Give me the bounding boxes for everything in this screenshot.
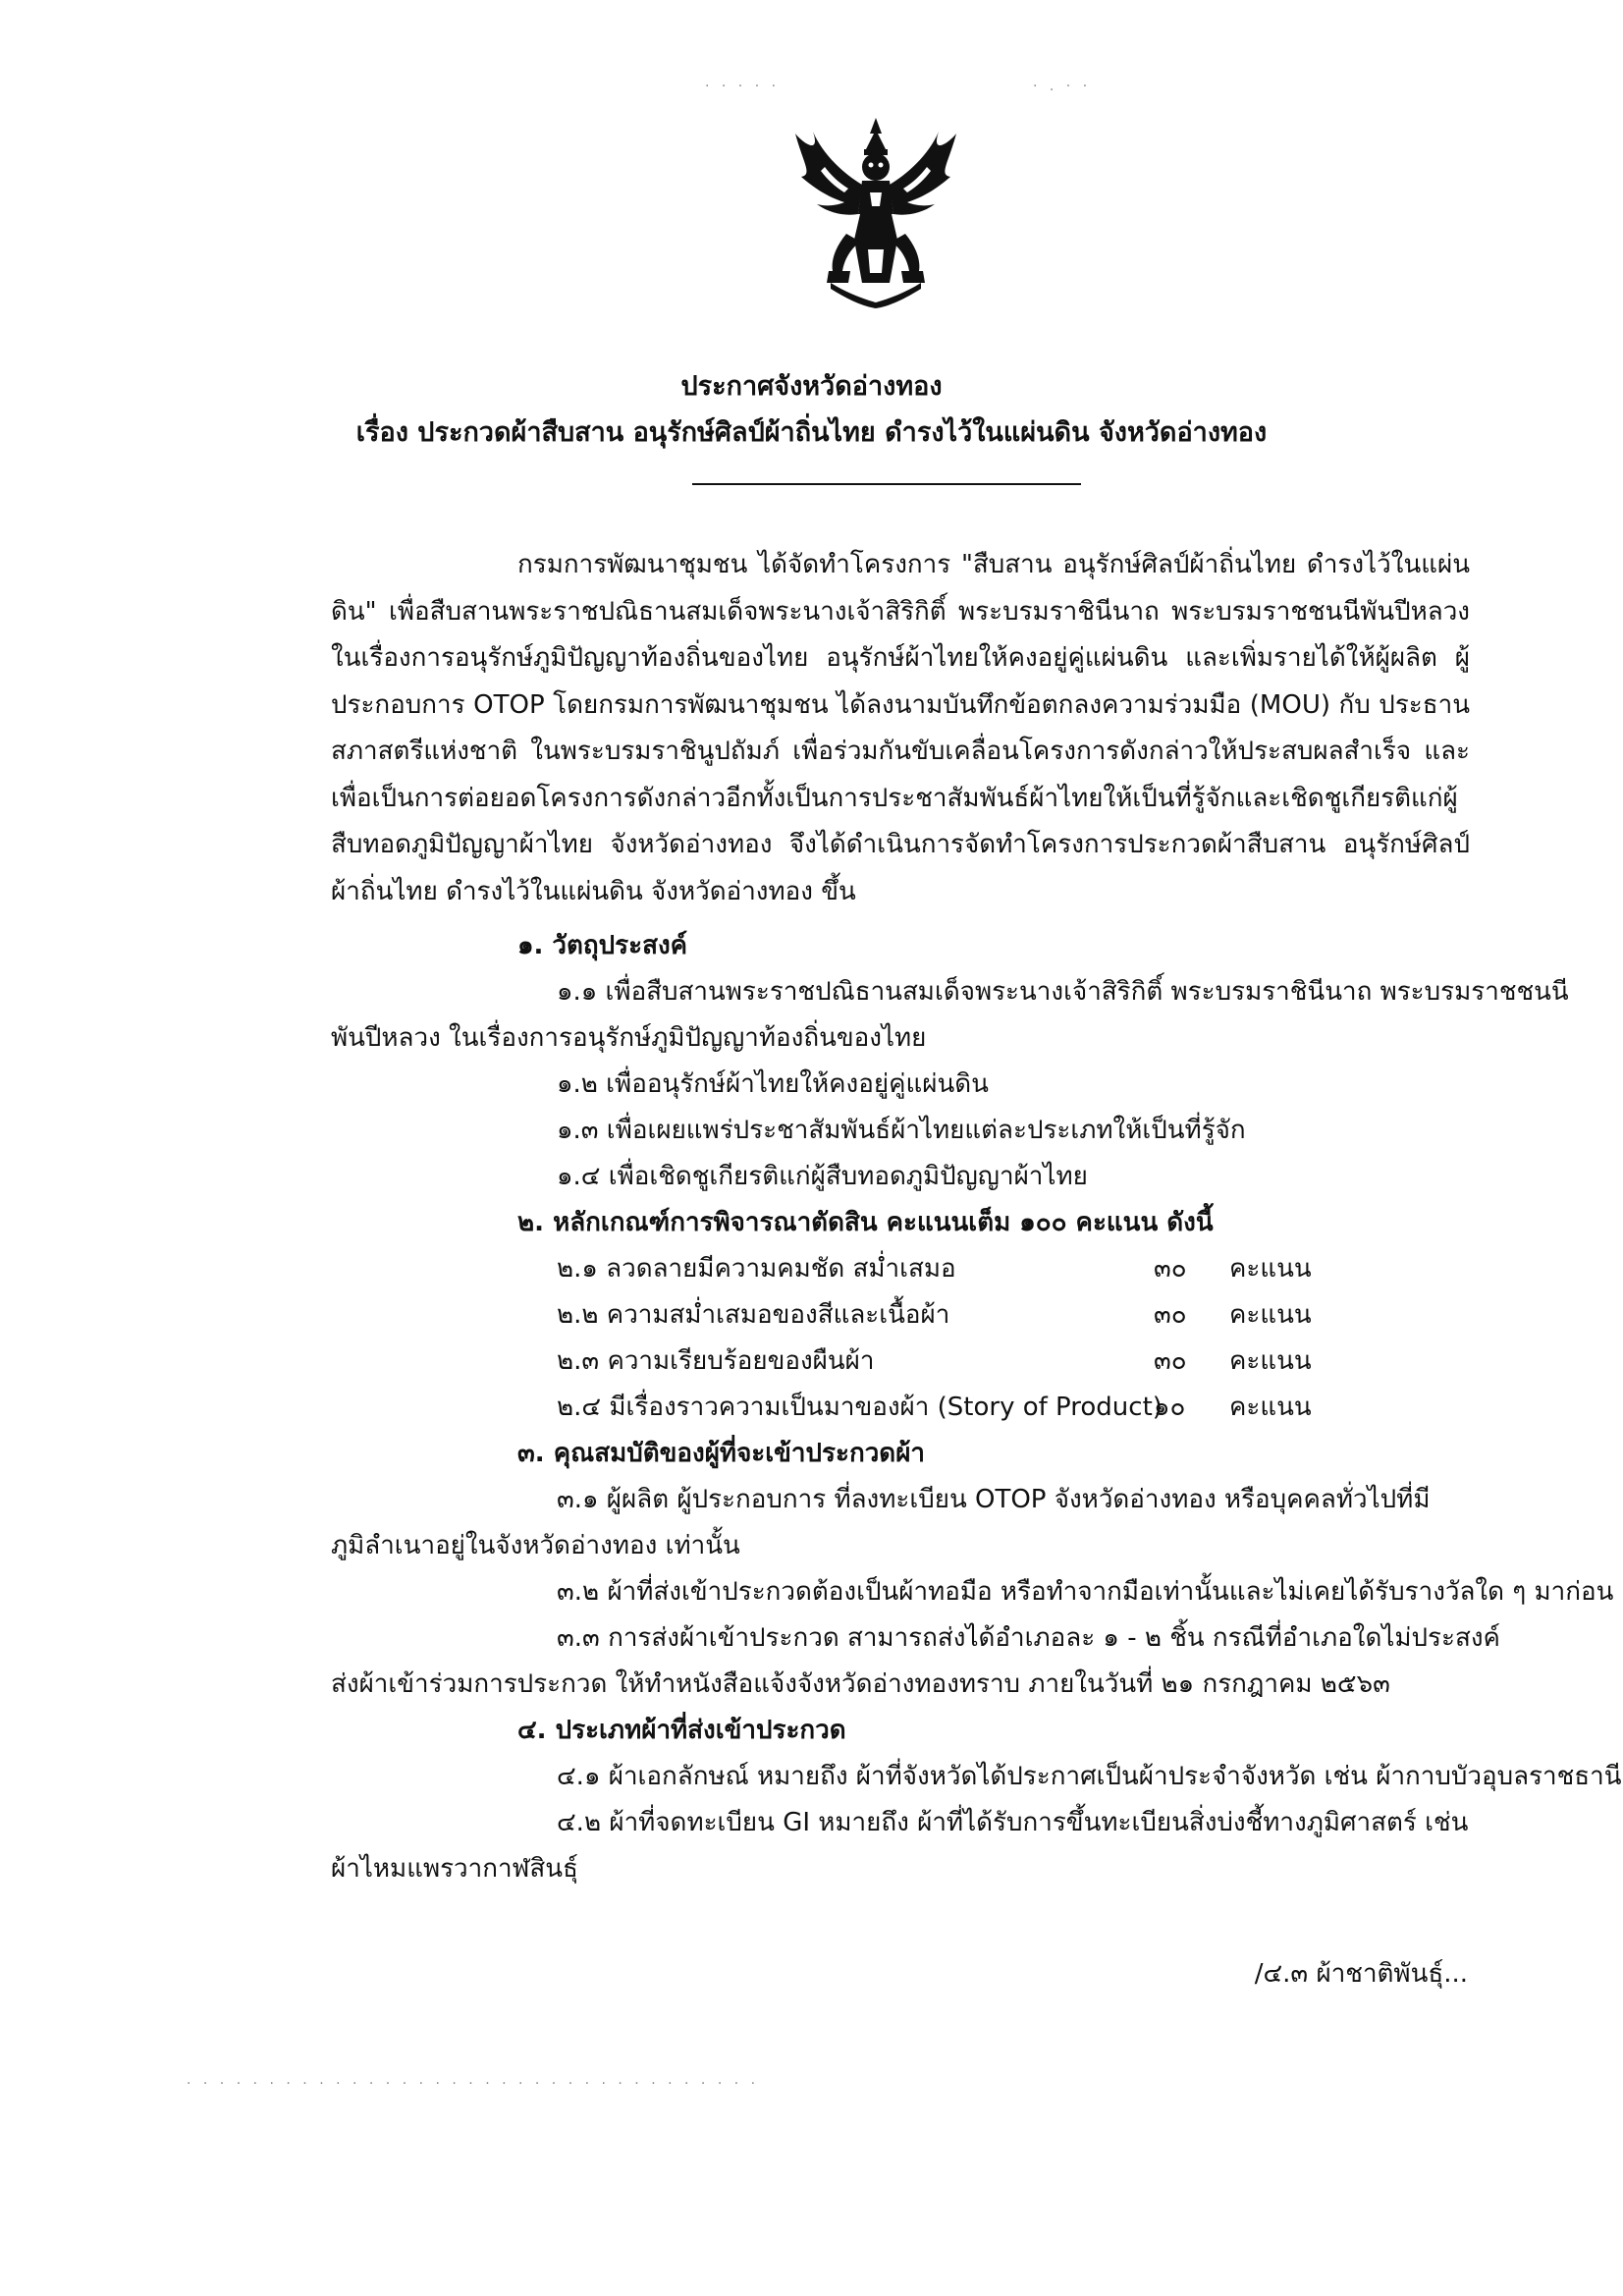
fabric-type-4-2-continued: ผ้าไหมแพรวากาฬสินธุ์ [331, 1854, 578, 1884]
criterion-unit: คะแนน [1229, 1346, 1312, 1376]
continuation-note: /๔.๓ ผ้าชาติพันธุ์... [1254, 1959, 1468, 1989]
fabric-type-4-2: ๔.๒ ผ้าที่จดทะเบียน GI หมายถึง ผ้าที่ได้รับการขึ้นทะเบียนสิ่งบ่งชี้ทางภูมิศาสตร์ เช่น [557, 1808, 1469, 1837]
qualification-3-3-continued: ส่งผ้าเข้าร่วมการประกวด ให้ทำหนังสือแจ้งจังหวัดอ่างทองทราบ ภายในวันที่ ๒๑ กรกฎาคม ๒๕๖๓ [331, 1669, 1390, 1699]
objective-1-4: ๑.๔ เพื่อเชิดชูเกียรติแก่ผู้สืบทอดภูมิปัญญาผ้าไทย [557, 1162, 1088, 1191]
criterion-label: ๒.๔ มีเรื่องราวความเป็นมาของผ้า (Story of Product) [557, 1393, 1163, 1422]
criterion-points: ๑๐ [1154, 1393, 1186, 1422]
qualification-3-1: ๓.๑ ผู้ผลิต ผู้ประกอบการ ที่ลงทะเบียน OTOP จังหวัดอ่างทอง หรือบุคคลทั่วไปที่มี [557, 1485, 1431, 1514]
scan-artifact-top-right: · . · · [1033, 79, 1092, 94]
objective-1-1: ๑.๑ เพื่อสืบสานพระราชปณิธานสมเด็จพระนางเจ้าสิริกิติ์ พระบรมราชินีนาถ พระบรมราชชนนี [557, 977, 1569, 1007]
criterion-label: ๒.๑ ลวดลายมีความคมชัด สม่ำเสมอ [557, 1254, 956, 1284]
criterion-points: ๓๐ [1154, 1346, 1187, 1376]
objective-1-1-continued: พันปีหลวง ในเรื่องการอนุรักษ์ภูมิปัญญาท้องถิ่นของไทย [331, 1023, 927, 1053]
title-underline [692, 483, 1081, 485]
criterion-label: ๒.๒ ความสม่ำเสมอของสีและเนื้อผ้า [557, 1300, 950, 1330]
section3-heading: ๓. คุณสมบัติของผู้ที่จะเข้าประกวดผ้า [517, 1439, 926, 1468]
qualification-3-3: ๓.๓ การส่งผ้าเข้าประกวด สามารถส่งได้อำเภอละ ๑ - ๒ ชิ้น กรณีที่อำเภอใดไม่ประสงค์ [557, 1623, 1500, 1653]
intro-paragraph: กรมการพัฒนาชุมชน ได้จัดทำโครงการ "สืบสาน อนุรักษ์ศิลป์ผ้าถิ่นไทย ดำรงไว้ในแผ่นดิน" เพื่อสืบสานพระราชปณิธานสมเด็จพระนางเจ้าสิริกิติ์ พระบรมราชินีนาถ พระบรมราชชนนีพันปีหลวง ในเรื่องการอนุรักษ์ภูมิปัญญาท้องถิ่นของไทย อนุรักษ์ผ้าไทยให้คงอยู่คู่แผ่นดิน และเพิ่มรายได้ให้ผู้ผลิต ผู้ประกอบการ OTOP โดยกรมการพัฒนาชุมชน ได้ลงนามบันทึกข้อตกลงความร่วมมือ (MOU) กับ ประธานสภาสตรีแห่งชาติ ในพระบรมราชินูปถัมภ์ เพื่อร่วมกันขับเคลื่อนโครงการดังกล่าวให้ประสบผลสำเร็จ และเพื่อเป็นการต่อยอดโครงการดังกล่าวอีกทั้งเป็นการประชาสัมพันธ์ผ้าไทยให้เป็นที่รู้จักและเชิดชูเกียรติแก่ผู้สืบทอดภูมิปัญญาผ้าไทย จังหวัดอ่างทอง จึงได้ดำเนินการจัดทำโครงการประกวดผ้าสืบสาน อนุรักษ์ศิลป์ผ้าถิ่นไทย ดำรงไว้ในแผ่นดิน จังหวัดอ่างทอง ขึ้น [331, 550, 1470, 906]
scan-artifact-top-left: · · · · · [705, 79, 781, 94]
qualification-3-2: ๓.๒ ผ้าที่ส่งเข้าประกวดต้องเป็นผ้าทอมือ หรือทำจากมือเท่านั้นและไม่เคยได้รับรางวัลใด ๆ มาก่อน [557, 1577, 1614, 1607]
subject-line: เรื่อง ประกวดผ้าสืบสาน อนุรักษ์ศิลป์ผ้าถิ่นไทย ดำรงไว้ในแผ่นดิน จังหวัดอ่างทอง [355, 417, 1268, 448]
fabric-type-4-1: ๔.๑ ผ้าเอกลักษณ์ หมายถึง ผ้าที่จังหวัดได้ประกาศเป็นผ้าประจำจังหวัด เช่น ผ้ากาบบัวอุบลราชธานี [557, 1762, 1622, 1791]
scan-artifact-bottom: · · · · · · · · · · · · · · · · · · · · · · · · · · · · · · · · · · · [187, 2076, 760, 2092]
objective-1-3: ๑.๓ เพื่อเผยแพร่ประชาสัมพันธ์ผ้าไทยแต่ละประเภทให้เป็นที่รู้จัก [557, 1116, 1246, 1145]
criterion-label: ๒.๓ ความเรียบร้อยของผืนผ้า [557, 1346, 875, 1376]
objective-1-2: ๑.๒ เพื่ออนุรักษ์ผ้าไทยให้คงอยู่คู่แผ่นดิน [557, 1069, 989, 1099]
criterion-points: ๓๐ [1154, 1254, 1187, 1284]
criterion-unit: คะแนน [1229, 1393, 1312, 1422]
section1-heading: ๑. วัตถุประสงค์ [517, 931, 688, 960]
section4-heading: ๔. ประเภทผ้าที่ส่งเข้าประกวด [517, 1716, 846, 1745]
criterion-unit: คะแนน [1229, 1254, 1312, 1284]
page-title: ประกาศจังหวัดอ่างทอง [680, 371, 943, 402]
qualification-3-1-continued: ภูมิลำเนาอยู่ในจังหวัดอ่างทอง เท่านั้น [331, 1531, 740, 1560]
criterion-unit: คะแนน [1229, 1300, 1312, 1330]
criterion-points: ๓๐ [1154, 1300, 1187, 1330]
section2-heading: ๒. หลักเกณฑ์การพิจารณาตัดสิน คะแนนเต็ม ๑๐๐ คะแนน ดังนี้ [517, 1208, 1214, 1237]
garuda-emblem-icon [791, 116, 960, 308]
